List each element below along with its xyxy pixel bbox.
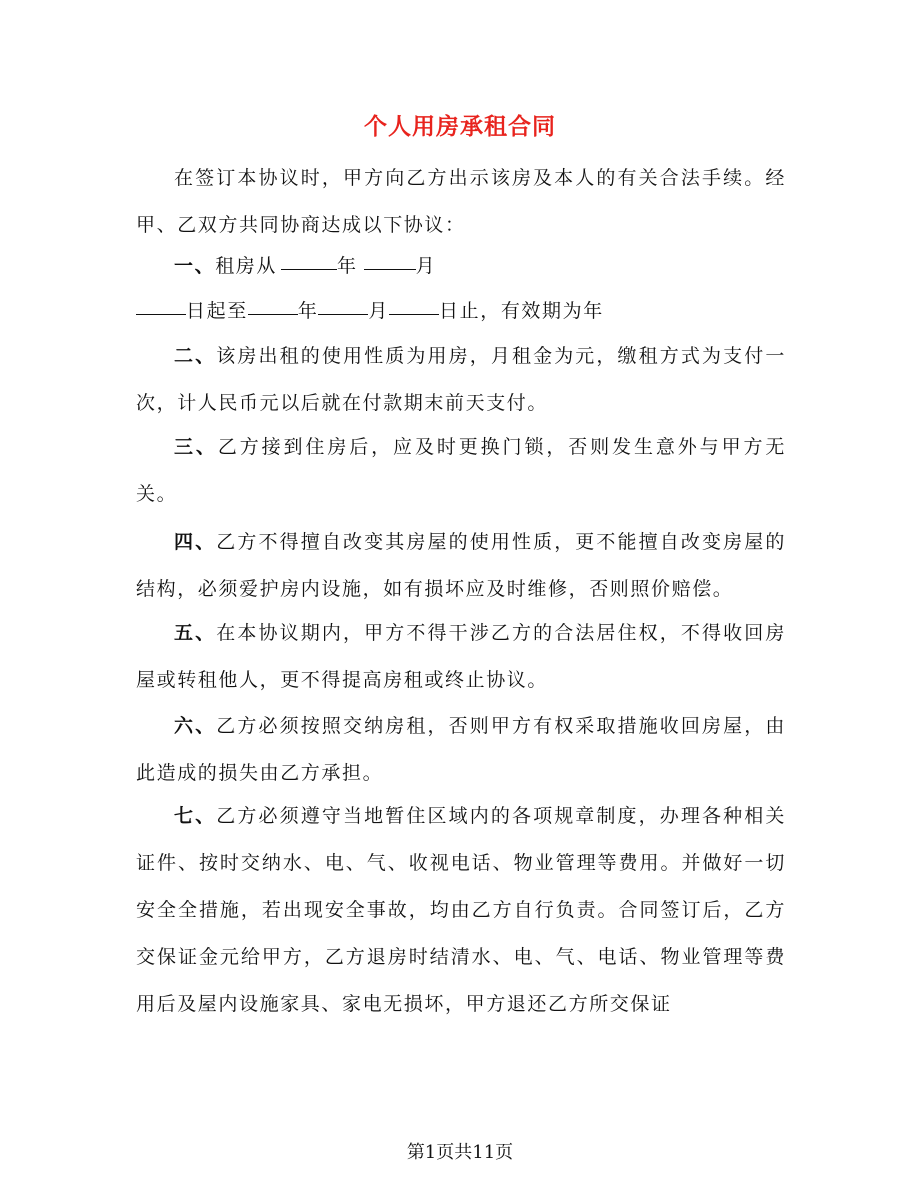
clause-5-text: 在本协议期内，甲方不得干涉乙方的合法居住权，不得收回房屋或转租他人，更不得提高房租或终止协议。 (136, 622, 787, 691)
clause-2-text: 该房出租的使用性质为用房，月租金为元，缴租方式为支付一次，计人民币元以后就在付款期末前天支付。 (136, 345, 787, 414)
page-number: 第1页共11页 (406, 1142, 514, 1163)
clause-2-lead: 二、 (174, 345, 217, 367)
clause-7-lead: 七、 (174, 805, 217, 827)
intro-paragraph (136, 155, 786, 249)
clause-1-text-e: 年 (297, 300, 319, 322)
clause-1-line-2 (136, 288, 786, 335)
clause-6-paragraph (136, 703, 786, 797)
clause-1-text-c: 月 (415, 255, 437, 277)
blank-end-year (248, 313, 298, 315)
clause-1-text-d: 日起至 (186, 300, 248, 322)
blank-end-month (318, 313, 368, 315)
blank-end-day (389, 313, 439, 315)
clause-3-text: 乙方接到住房后，应及时更换门锁，否则发生意外与甲方无关。 (136, 436, 786, 505)
clause-6-text: 乙方必须按照交纳房租，否则甲方有权采取措施收回房屋，由此造成的损失由乙方承担。 (136, 715, 787, 784)
blank-start-year (281, 268, 337, 270)
clause-1-text-f: 月 (368, 300, 390, 322)
clause-3-lead: 三、 (174, 436, 218, 458)
blank-start-month (364, 268, 416, 270)
clause-4-text: 乙方不得擅自改变其房屋的使用性质，更不能擅自改变房屋的结构，必须爱护房内设施，如有损坏应及时维修，否则照价赔偿。 (136, 531, 787, 600)
clause-5-paragraph (136, 610, 786, 704)
clause-1-text-g: 日止，有效期为年 (439, 300, 604, 322)
clause-4-lead: 四、 (174, 531, 217, 553)
clause-6-lead: 六、 (174, 715, 217, 737)
clause-1-text-b: 年 (337, 255, 358, 277)
clause-1-line-1 (136, 243, 786, 290)
clause-4-paragraph (136, 519, 786, 613)
clause-1-lead: 一、 (174, 255, 216, 277)
intro-text: 在签订本协议时，甲方向乙方出示该房及本人的有关合法手续。经甲、乙双方共同协商达成以下协议： (136, 167, 786, 236)
clause-5-lead: 五、 (174, 622, 217, 644)
clause-7-paragraph (136, 793, 786, 1028)
blank-start-day (136, 313, 186, 315)
clause-2-paragraph (136, 333, 786, 427)
clause-3-paragraph (136, 424, 786, 518)
clause-1-text-a: 租房从 (215, 255, 278, 277)
document-title: 个人用房承租合同 (364, 113, 556, 140)
clause-7-text: 乙方必须遵守当地暂住区域内的各项规章制度，办理各种相关证件、按时交纳水、电、气、收视电话、物业管理等费用。并做好一切安全全措施，若出现安全事故，均由乙方自行负责。合同签订后，乙方交保证金元给甲方，乙方退房时结清水、电、气、电话、物业管理等费用后及屋内设施家具、家电无损坏，甲方退还乙方所交保证 (136, 805, 787, 1015)
